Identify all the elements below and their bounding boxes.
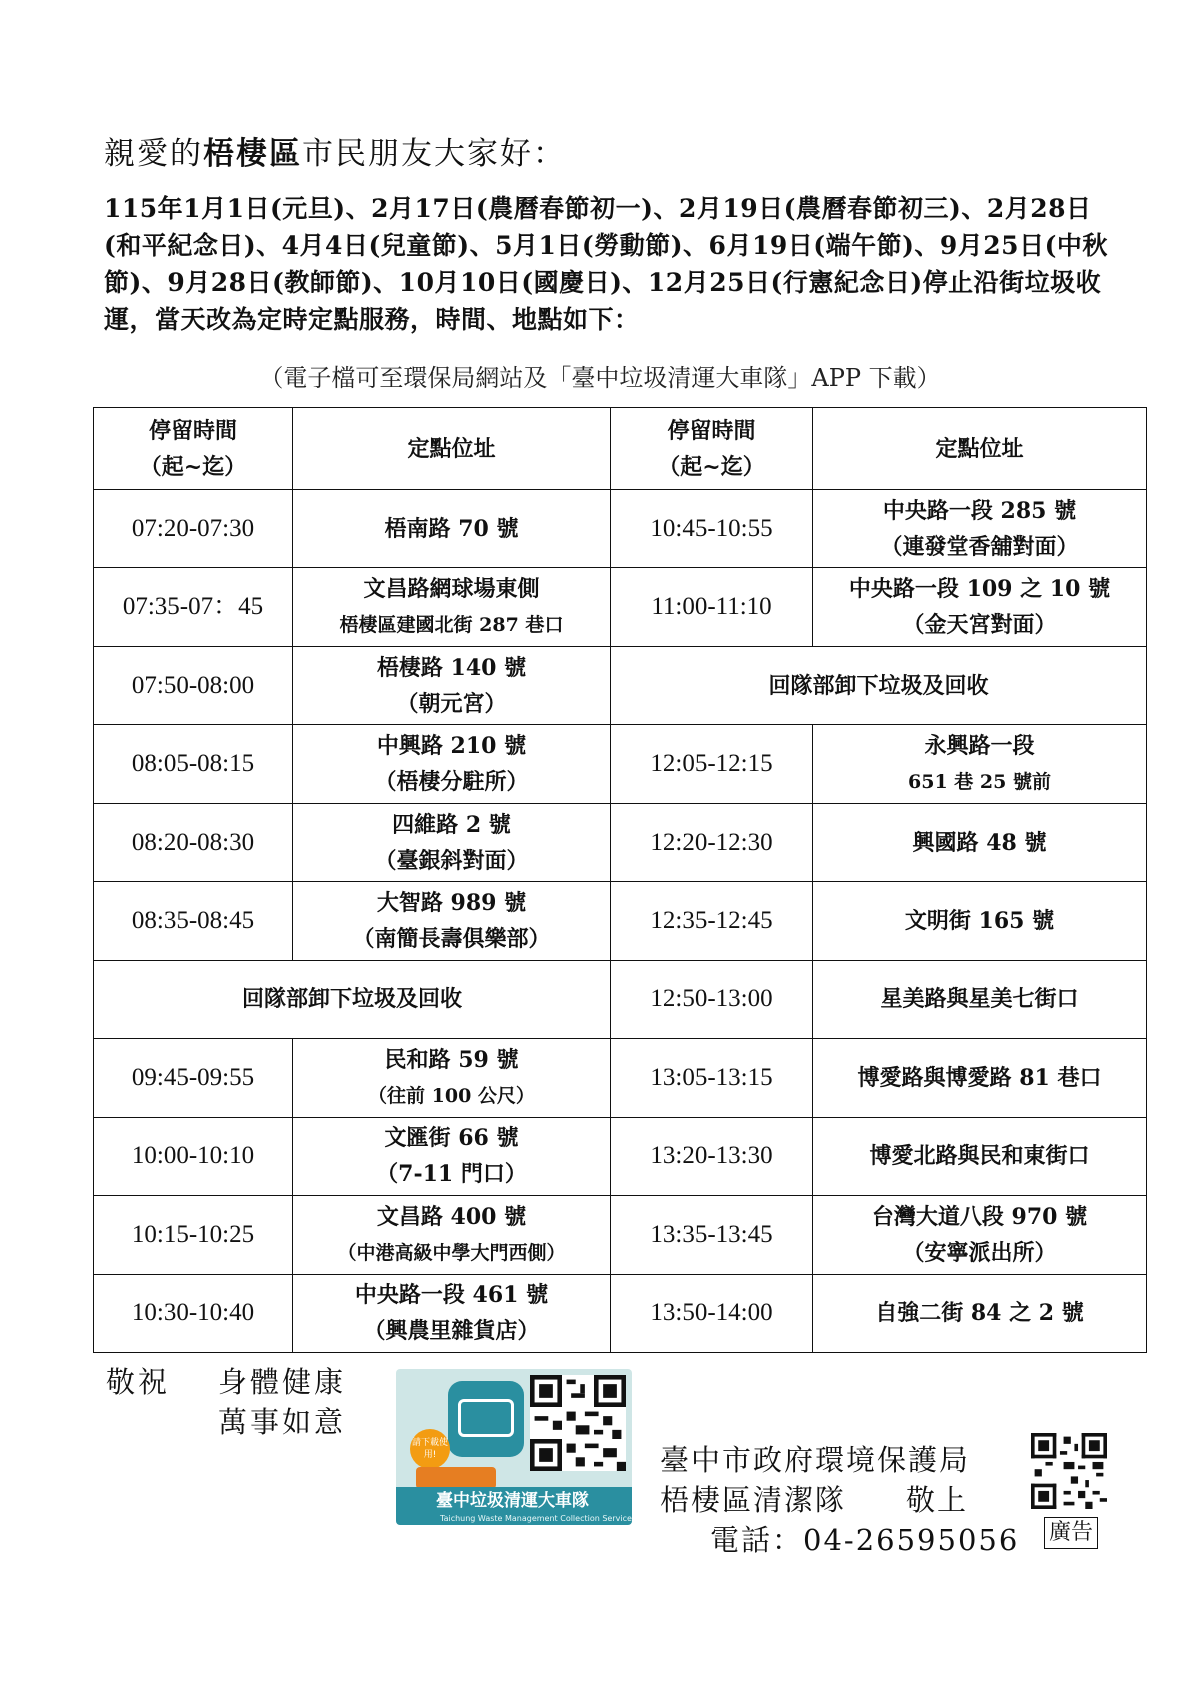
- qr-code-icon: [530, 1375, 626, 1471]
- address-line-2: （連發堂香舖對面）: [880, 533, 1079, 560]
- left-time-cell: 07:50-08:00: [94, 646, 293, 724]
- right-address-cell: [813, 960, 1147, 1038]
- right-address-cell: [813, 725, 1147, 803]
- address-line-1: 文匯街 66 號: [384, 1125, 519, 1152]
- schedule-table: [93, 407, 1147, 1353]
- left-return-to-depot-cell: 回隊部卸下垃圾及回收: [94, 960, 611, 1038]
- table-row: [94, 1039, 1147, 1117]
- table-row: [94, 568, 1147, 646]
- respect-word: 敬上: [906, 1483, 969, 1517]
- address-line-1: 博愛北路與民和東街口: [869, 1143, 1090, 1170]
- left-time-cell: 10:15-10:25: [94, 1196, 293, 1274]
- left-time-cell: 08:20-08:30: [94, 803, 293, 881]
- closing-word: 敬祝: [106, 1365, 171, 1399]
- right-time-cell: 12:05-12:15: [611, 725, 813, 803]
- header-time-label: 停留時間: [667, 417, 756, 444]
- table-row: [94, 646, 1147, 724]
- address-line-1: 梧棲路 140 號: [376, 654, 527, 681]
- table-row: [94, 1196, 1147, 1274]
- left-address-cell: [293, 1039, 611, 1117]
- address-line-2: （興農里雜貨店）: [363, 1318, 540, 1345]
- address-line-2: （梧棲分駐所）: [374, 769, 529, 796]
- table-row: [94, 725, 1147, 803]
- agency-name: 臺中市政府環境保護局: [660, 1443, 971, 1477]
- header-time-right: [611, 408, 813, 490]
- address-line-2: （7-11 門口）: [376, 1161, 527, 1188]
- address-line-1: 文昌路網球場東側: [363, 576, 540, 603]
- table-row: [94, 1274, 1147, 1352]
- greeting-prefix: 親愛的: [104, 136, 203, 172]
- address-line-1: 梧南路 70 號: [384, 515, 519, 542]
- right-time-cell: 13:50-14:00: [611, 1274, 813, 1352]
- address-line-2: （南簡長壽俱樂部）: [352, 925, 551, 952]
- right-time-cell: 12:50-13:00: [611, 960, 813, 1038]
- left-address-cell: [293, 1274, 611, 1352]
- address-line-1: 四維路 2 號: [392, 811, 511, 838]
- right-address-cell: [813, 1117, 1147, 1195]
- address-line-1: 星美路與星美七街口: [880, 986, 1079, 1013]
- left-address-cell: [293, 803, 611, 881]
- address-line-1: 大智路 989 號: [376, 889, 527, 916]
- left-address-cell: [293, 490, 611, 568]
- address-line-1: 中興路 210 號: [376, 733, 527, 760]
- team-name: 梧棲區清潔隊: [660, 1483, 847, 1517]
- left-time-cell: 08:35-08:45: [94, 882, 293, 960]
- right-address-cell: [813, 803, 1147, 881]
- right-time-cell: 12:35-12:45: [611, 882, 813, 960]
- signature-block: [660, 1440, 1019, 1560]
- left-address-cell: [293, 882, 611, 960]
- table-row: [94, 882, 1147, 960]
- truck-icon: [458, 1399, 514, 1437]
- left-time-cell: 07:35-07：45: [94, 568, 293, 646]
- address-line-1: 台灣大道八段 970 號: [871, 1203, 1088, 1230]
- address-line-2: （中港高級中學大門西側）: [337, 1241, 566, 1264]
- address-line-1: 中央路一段 461 號: [354, 1282, 549, 1309]
- address-line-2: （往前 100 公尺）: [368, 1084, 535, 1107]
- address-line-1: 文昌路 400 號: [376, 1203, 527, 1230]
- garbage-truck-app-icon: [448, 1381, 524, 1457]
- table-row: [94, 803, 1147, 881]
- left-address-cell: [293, 725, 611, 803]
- closing-wish-1: 身體健康: [218, 1365, 347, 1399]
- address-line-2: 梧棲區建國北街 287 巷口: [339, 614, 564, 637]
- address-line-2: （安寧派出所）: [902, 1239, 1057, 1266]
- address-line-1: 永興路一段: [924, 733, 1035, 760]
- table-row: [94, 490, 1147, 568]
- address-line-1: 民和路 59 號: [384, 1046, 519, 1073]
- left-time-cell: 10:30-10:40: [94, 1274, 293, 1352]
- header-time-label: 停留時間: [148, 417, 237, 444]
- holiday-notice: 115年1月1日(元旦)、2月17日(農曆春節初一)、2月19日(農曆春節初三)、2月28日(和平紀念日)、4月4日(兒童節)、5月1日(勞動節)、6月19日(端午節)、9月25日(中秋節)、9月28日(教師節)、10月10日(國慶日)、12月25日(行憲紀念日)停止沿街垃圾收運，當天改為定時定點服務，時間、地點如下：: [104, 194, 1108, 334]
- closing-wish-2: 萬事如意: [218, 1405, 347, 1439]
- qr-code-icon: [1031, 1433, 1107, 1509]
- left-time-cell: 08:05-08:15: [94, 725, 293, 803]
- table-row: [94, 960, 1147, 1038]
- greeting: [104, 128, 566, 173]
- right-address-cell: [813, 1039, 1147, 1117]
- right-address-cell: [813, 1274, 1147, 1352]
- greeting-district: 梧棲區: [203, 136, 302, 172]
- app-title: 臺中垃圾清運大車隊: [436, 1491, 589, 1511]
- table-header-row: [94, 408, 1147, 490]
- right-time-cell: 13:35-13:45: [611, 1196, 813, 1274]
- ad-qr-code: [1031, 1433, 1107, 1509]
- app-download-banner: [396, 1369, 632, 1525]
- address-line-1: 博愛路與博愛路 81 巷口: [857, 1064, 1102, 1091]
- left-time-cell: 09:45-09:55: [94, 1039, 293, 1117]
- greeting-suffix: 市民朋友大家好：: [302, 136, 566, 172]
- address-line-1: 中央路一段 109 之 10 號: [848, 576, 1111, 603]
- left-address-cell: [293, 646, 611, 724]
- app-subtitle: Taichung Waste Management Collection Service: [440, 1514, 632, 1523]
- address-line-1: 自強二街 84 之 2 號: [875, 1300, 1084, 1327]
- right-time-cell: 12:20-12:30: [611, 803, 813, 881]
- ad-label: 廣告: [1044, 1517, 1098, 1549]
- address-line-2: （臺銀斜對面）: [374, 847, 529, 874]
- right-time-cell: 13:20-13:30: [611, 1117, 813, 1195]
- right-address-cell: [813, 882, 1147, 960]
- phone-number: 電話：04-26595056: [710, 1523, 1020, 1557]
- header-address-right: 定點位址: [813, 408, 1147, 490]
- download-bubble: 請下載使用!: [410, 1429, 450, 1469]
- address-line-2: （朝元宮）: [396, 690, 507, 717]
- right-time-cell: 13:05-13:15: [611, 1039, 813, 1117]
- right-return-to-depot-cell: 回隊部卸下垃圾及回收: [611, 646, 1147, 724]
- right-address-cell: [813, 1196, 1147, 1274]
- address-line-1: 中央路一段 285 號: [882, 497, 1077, 524]
- download-note: （電子檔可至環保局網站及「臺中垃圾清運大車隊」APP 下載）: [259, 364, 941, 392]
- app-qr-code: [530, 1375, 626, 1471]
- right-address-cell: [813, 490, 1147, 568]
- left-time-cell: 07:20-07:30: [94, 490, 293, 568]
- closing-wishes: [106, 1362, 346, 1442]
- header-time-range: （起~迄）: [139, 453, 247, 480]
- address-line-2: 651 巷 25 號前: [908, 771, 1051, 794]
- right-time-cell: 11:00-11:10: [611, 568, 813, 646]
- table-row: [94, 1117, 1147, 1195]
- address-line-1: 文明街 165 號: [904, 907, 1055, 934]
- right-time-cell: 10:45-10:55: [611, 490, 813, 568]
- left-time-cell: 10:00-10:10: [94, 1117, 293, 1195]
- left-address-cell: [293, 568, 611, 646]
- header-address-left: 定點位址: [293, 408, 611, 490]
- right-address-cell: [813, 568, 1147, 646]
- left-address-cell: [293, 1117, 611, 1195]
- header-time-left: [94, 408, 293, 490]
- address-line-2: （金天宮對面）: [902, 612, 1057, 639]
- left-address-cell: [293, 1196, 611, 1274]
- header-time-range: （起~迄）: [658, 453, 765, 480]
- address-line-1: 興國路 48 號: [912, 829, 1047, 856]
